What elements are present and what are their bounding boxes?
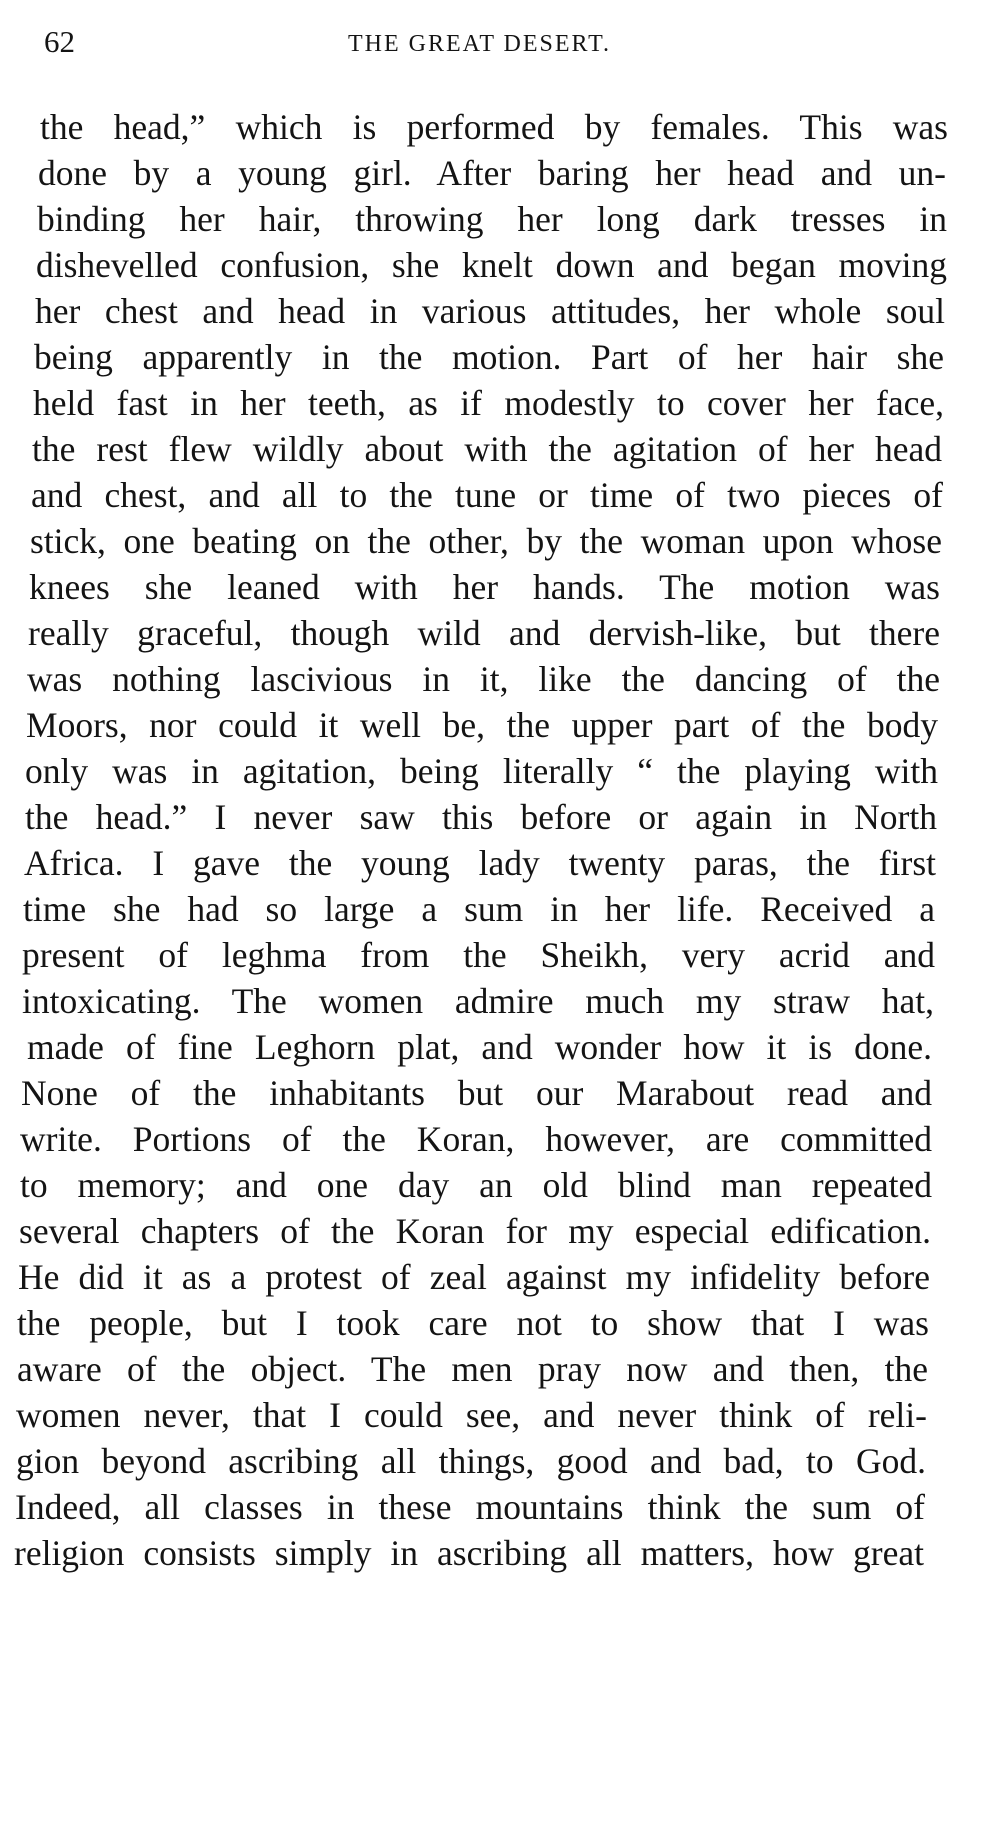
text-line: several chapters of the Koran for my especial edification.: [19, 1211, 931, 1251]
text-line: dishevelled confusion, she knelt down and began moving: [36, 245, 947, 285]
running-title: THE GREAT DESERT.: [348, 31, 611, 57]
text-line: made of fine Leghorn plat, and wonder how it is done.: [27, 1027, 932, 1067]
text-line: women never, that I could see, and never think of reli-: [16, 1395, 927, 1435]
text-line: aware of the object. The men pray now and then, the: [17, 1349, 928, 1389]
text-line: the head.” I never saw this before or again in North: [25, 797, 937, 837]
text-line: He did it as a protest of zeal against my infidelity before: [18, 1257, 930, 1297]
text-line: binding her hair, throwing her long dark tresses in: [37, 199, 947, 239]
text-line: only was in agitation, being literally “ the playing with: [25, 751, 938, 791]
text-line: the people, but I took care not to show that I was: [17, 1303, 929, 1343]
text-line: to memory; and one day an old blind man repeated: [20, 1165, 932, 1205]
text-line: write. Portions of the Koran, however, are committed: [20, 1119, 932, 1159]
text-line: religion consists simply in ascribing all matters, how great: [14, 1533, 924, 1573]
running-head: [0, 22, 1000, 62]
text-line: really graceful, though wild and dervish-like, but there: [28, 613, 940, 653]
page-number: 62: [44, 24, 75, 59]
text-line: Moors, nor could it well be, the upper part of the body: [26, 705, 938, 745]
text-line: gion beyond ascribing all things, good and bad, to God.: [16, 1441, 926, 1481]
text-line: time she had so large a sum in her life. Received a: [23, 889, 935, 929]
text-line: and chest, and all to the tune or time of two pieces of: [31, 475, 943, 515]
text-line: knees she leaned with her hands. The motion was: [29, 567, 940, 607]
text-line: None of the inhabitants but our Marabout read and: [21, 1073, 932, 1113]
text-line: Indeed, all classes in these mountains think the sum of: [15, 1487, 925, 1527]
text-line: was nothing lascivious in it, like the dancing of the: [27, 659, 940, 699]
text-line: held fast in her teeth, as if modestly to cover her face,: [33, 383, 944, 423]
text-line: being apparently in the motion. Part of her hair she: [34, 337, 944, 377]
text-line: the rest flew wildly about with the agitation of her head: [32, 429, 942, 469]
text-line: the head,” which is performed by females. This was: [40, 107, 948, 147]
text-line: Africa. I gave the young lady twenty paras, the first: [24, 843, 936, 883]
text-line: her chest and head in various attitudes, her whole soul: [35, 291, 945, 331]
text-line: present of leghma from the Sheikh, very acrid and: [22, 935, 935, 975]
text-line: done by a young girl. After baring her head and un-: [38, 153, 946, 193]
text-line: stick, one beating on the other, by the woman upon whose: [30, 521, 942, 561]
text-line: intoxicating. The women admire much my straw hat,: [22, 981, 934, 1021]
